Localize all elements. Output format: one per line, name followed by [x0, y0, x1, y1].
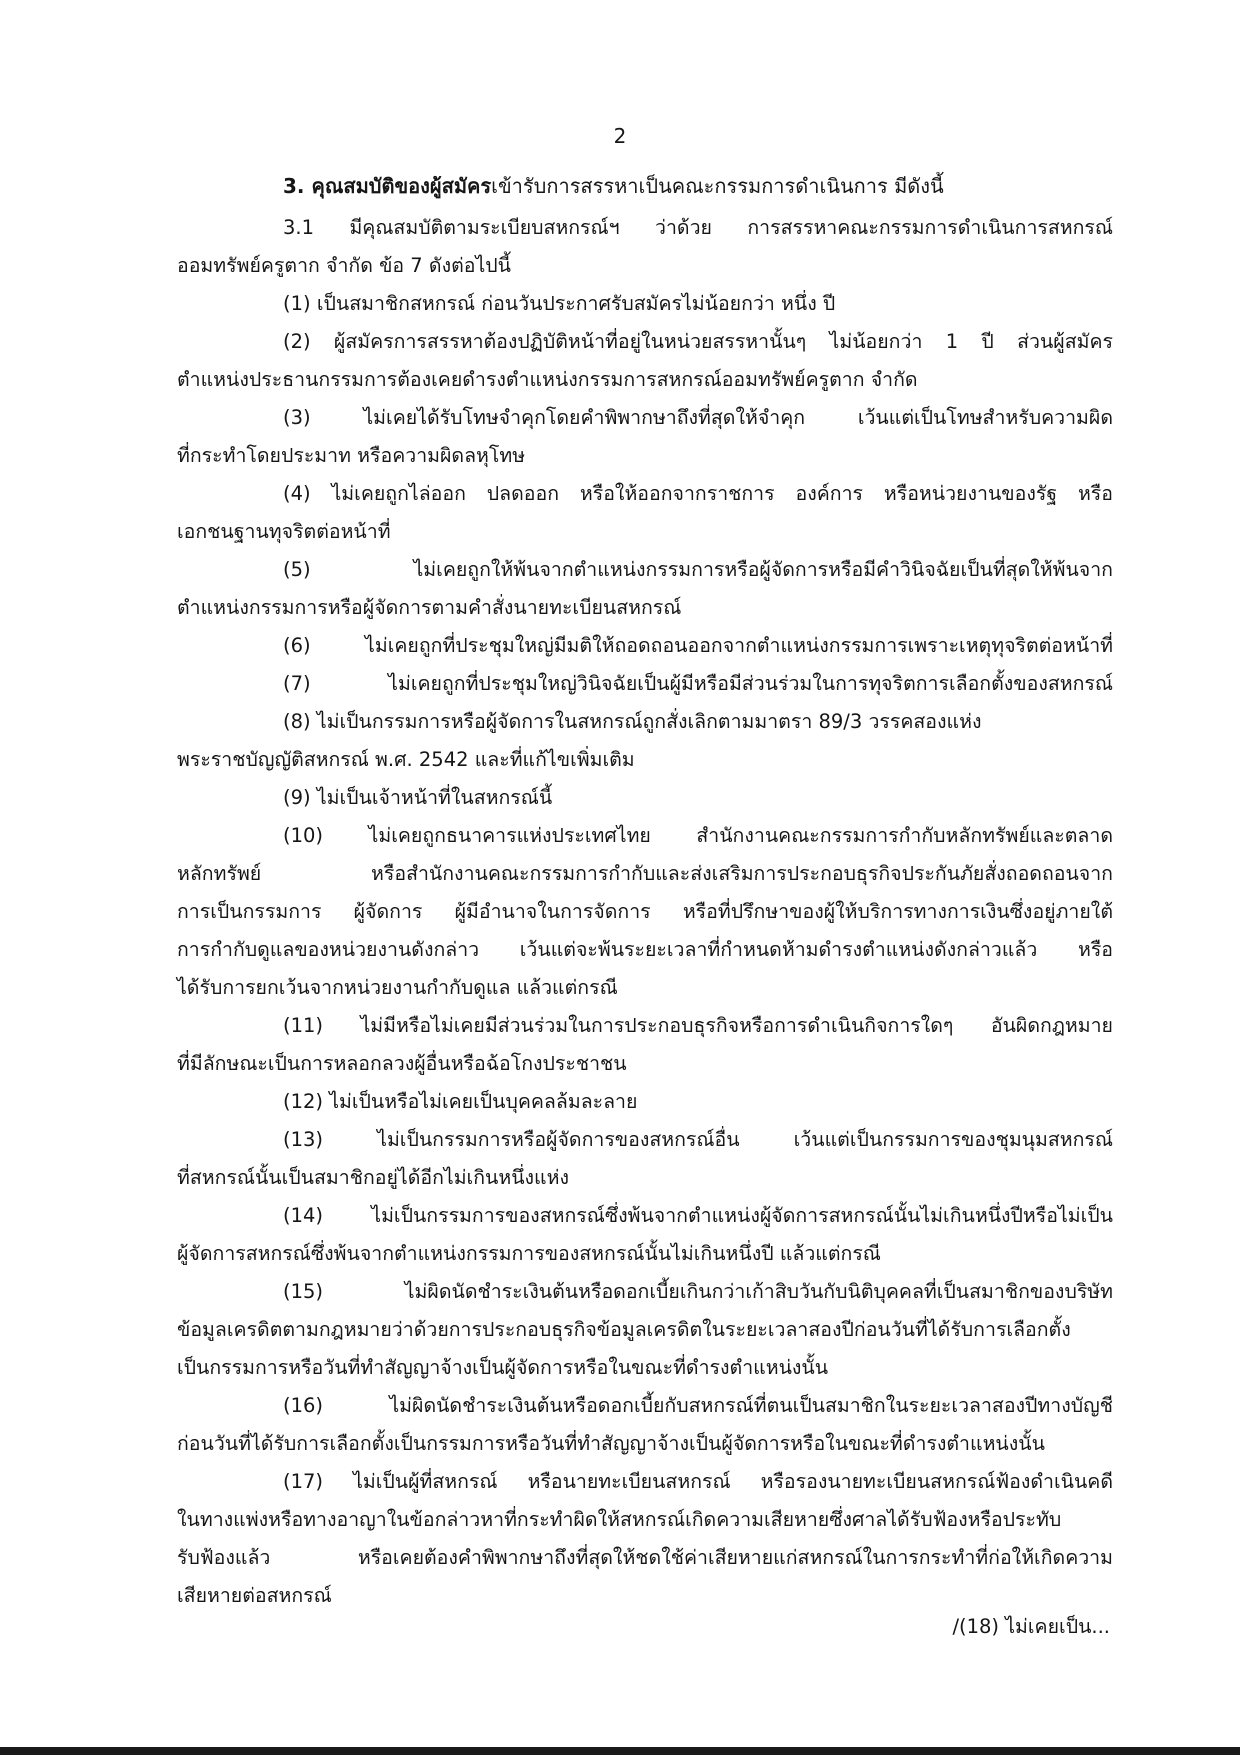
- text-line: (7) ไม่เคยถูกที่ประชุมใหญ่วินิจฉัยเป็นผู้มีหรือมีส่วนร่วมในการทุจริตการเลือกตั้งของสหกรณ์: [283, 672, 1113, 695]
- text-line: (14) ไม่เป็นกรรมการของสหกรณ์ซึ่งพ้นจากตำแหน่งผู้จัดการสหกรณ์นั้นไม่เกินหนึ่งปีหรือไม่เป็น: [283, 1204, 1113, 1227]
- text-line: ที่สหกรณ์นั้นเป็นสมาชิกอยู่ได้อีกไม่เกินหนึ่งแห่ง: [177, 1166, 569, 1189]
- text-line: ก่อนวันที่ได้รับการเลือกตั้งเป็นกรรมการหรือวันที่ทำสัญญาจ้างเป็นผู้จัดการหรือในขณะที่ดำรงตำแหน่งนั้น: [177, 1432, 1045, 1455]
- scan-bottom-edge: [0, 1747, 1240, 1755]
- text-line: ที่มีลักษณะเป็นการหลอกลวงผู้อื่นหรือฉ้อโกงประชาชน: [177, 1052, 627, 1075]
- text-line: (8) ไม่เป็นกรรมการหรือผู้จัดการในสหกรณ์ถูกสั่งเลิกตามมาตรา 89/3 วรรคสองแห่ง: [283, 710, 982, 733]
- text-line: หลักทรัพย์ หรือสำนักงานคณะกรรมการกำกับและส่งเสริมการประกอบธุรกิจประกันภัยสั่งถอดถอนจาก: [177, 862, 1113, 885]
- text-line: (4) ไม่เคยถูกไล่ออก ปลดออก หรือให้ออกจากราชการ องค์การ หรือหน่วยงานของรัฐ หรือ: [283, 482, 1113, 505]
- text-line: เสียหายต่อสหกรณ์: [177, 1584, 332, 1607]
- text-line: (9) ไม่เป็นเจ้าหน้าที่ในสหกรณ์นี้: [283, 786, 553, 809]
- text-line: (11) ไม่มีหรือไม่เคยมีส่วนร่วมในการประกอบธุรกิจหรือการดำเนินกิจการใดๆ อันผิดกฎหมาย: [283, 1014, 1113, 1037]
- text-line: (16) ไม่ผิดนัดชำระเงินต้นหรือดอกเบี้ยกับสหกรณ์ที่ตนเป็นสมาชิกในระยะเวลาสองปีทางบัญชี: [283, 1394, 1113, 1417]
- text-line: ผู้จัดการสหกรณ์ซึ่งพ้นจากตำแหน่งกรรมการของสหกรณ์นั้นไม่เกินหนึ่งปี แล้วแต่กรณี: [177, 1242, 881, 1265]
- text-line: (3) ไม่เคยได้รับโทษจำคุกโดยคำพิพากษาถึงที่สุดให้จำคุก เว้นแต่เป็นโทษสำหรับความผิด: [283, 406, 1113, 429]
- text-line: ข้อมูลเครดิตตามกฎหมายว่าด้วยการประกอบธุรกิจข้อมูลเครดิตในระยะเวลาสองปีก่อนวันที่ได้รับการเลือกตั้ง: [177, 1318, 1071, 1341]
- text-line: (1) เป็นสมาชิกสหกรณ์ ก่อนวันประกาศรับสมัครไม่น้อยกว่า หนึ่ง ปี: [283, 292, 836, 315]
- text-line: 3.1 มีคุณสมบัติตามระเบียบสหกรณ์ฯ ว่าด้วย การสรรหาคณะกรรมการดำเนินการสหกรณ์: [283, 216, 1113, 239]
- text-line: รับฟ้องแล้ว หรือเคยต้องคำพิพากษาถึงที่สุดให้ชดใช้ค่าเสียหายแก่สหกรณ์ในการกระทำที่ก่อให้เกิดความ: [177, 1546, 1113, 1569]
- text-line: (12) ไม่เป็นหรือไม่เคยเป็นบุคคลล้มละลาย: [283, 1090, 638, 1113]
- text-line: เป็นกรรมการหรือวันที่ทำสัญญาจ้างเป็นผู้จัดการหรือในขณะที่ดำรงตำแหน่งนั้น: [177, 1356, 829, 1379]
- text-line: การกำกับดูแลของหน่วยงานดังกล่าว เว้นแต่จะพ้นระยะเวลาที่กำหนดห้ามดำรงตำแหน่งดังกล่าวแล้ว หรือ: [177, 938, 1113, 961]
- text-line: เอกชนฐานทุจริตต่อหน้าที่: [177, 520, 391, 543]
- text-line: ในทางแพ่งหรือทางอาญาในข้อกล่าวหาที่กระทำผิดให้สหกรณ์เกิดความเสียหายซึ่งศาลได้รับฟ้องหรือประทับ: [177, 1508, 1062, 1531]
- text-line: ตำแหน่งกรรมการหรือผู้จัดการตามคำสั่งนายทะเบียนสหกรณ์: [177, 596, 682, 619]
- section-heading: [283, 170, 944, 202]
- text-line: (15) ไม่ผิดนัดชำระเงินต้นหรือดอกเบี้ยเกินกว่าเก้าสิบวันกับนิติบุคคลที่เป็นสมาชิกของบริษัท: [283, 1280, 1113, 1303]
- text-line: ออมทรัพย์ครูตาก จำกัด ข้อ 7 ดังต่อไปนี้: [177, 254, 511, 277]
- continued-next-page: /(18) ไม่เคยเป็น...: [952, 1615, 1110, 1638]
- text-line: (17) ไม่เป็นผู้ที่สหกรณ์ หรือนายทะเบียนสหกรณ์ หรือรองนายทะเบียนสหกรณ์ฟ้องดำเนินคดี: [283, 1470, 1113, 1493]
- text-line: พระราชบัญญัติสหกรณ์ พ.ศ. 2542 และที่แก้ไขเพิ่มเติม: [177, 748, 635, 771]
- text-line: (2) ผู้สมัครการสรรหาต้องปฏิบัติหน้าที่อยู่ในหน่วยสรรหานั้นๆ ไม่น้อยกว่า 1 ปี ส่วนผู้สมัคร: [283, 330, 1113, 353]
- section-heading-rest: เข้ารับการสรรหาเป็นคณะกรรมการดำเนินการ มีดังนี้: [491, 174, 944, 198]
- section-heading-bold: 3. คุณสมบัติของผู้สมัคร: [283, 174, 492, 198]
- text-line: (13) ไม่เป็นกรรมการหรือผู้จัดการของสหกรณ์อื่น เว้นแต่เป็นกรรมการของชุมนุมสหกรณ์: [283, 1128, 1113, 1151]
- text-line: การเป็นกรรมการ ผู้จัดการ ผู้มีอำนาจในการจัดการ หรือที่ปรึกษาของผู้ให้บริการทางการเงินซึ่งอยู่ภายใต้: [177, 900, 1113, 923]
- text-line: ที่กระทำโดยประมาท หรือความผิดลหุโทษ: [177, 444, 526, 467]
- text-line: (10) ไม่เคยถูกธนาคารแห่งประเทศไทย สำนักงานคณะกรรมการกำกับหลักทรัพย์และตลาด: [283, 824, 1113, 847]
- text-line: ตำแหน่งประธานกรรมการต้องเคยดำรงตำแหน่งกรรมการสหกรณ์ออมทรัพย์ครูตาก จำกัด: [177, 368, 918, 391]
- text-line: (6) ไม่เคยถูกที่ประชุมใหญ่มีมติให้ถอดถอนออกจากตำแหน่งกรรมการเพราะเหตุทุจริตต่อหน้าที่: [283, 634, 1113, 657]
- text-line: ได้รับการยกเว้นจากหน่วยงานกำกับดูแล แล้วแต่กรณี: [177, 976, 618, 999]
- text-line: (5) ไม่เคยถูกให้พ้นจากตำแหน่งกรรมการหรือผู้จัดการหรือมีคำวินิจฉัยเป็นที่สุดให้พ้นจาก: [283, 558, 1113, 581]
- page-number: 2: [613, 124, 627, 148]
